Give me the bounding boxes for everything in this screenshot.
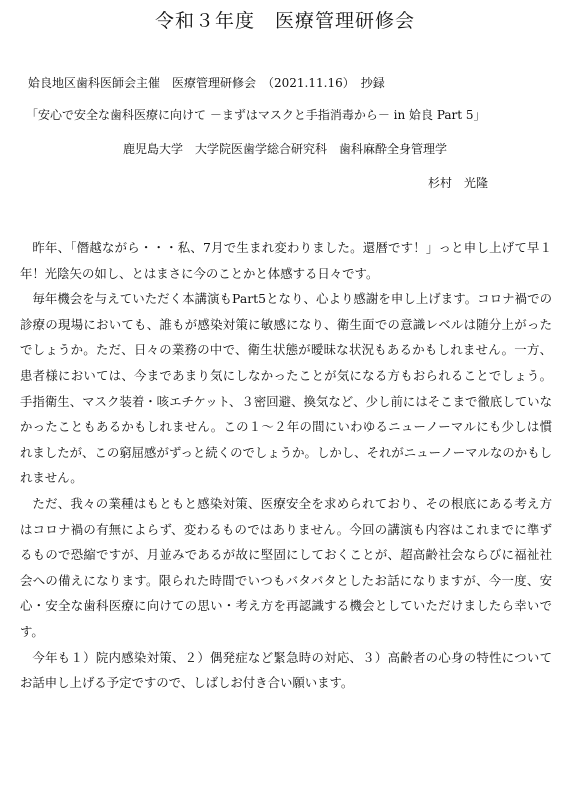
paragraph-3: ただ、我々の業種はもともと感染対策、医療安全を求められており、その根底にある考え方はコロナ禍の有無によらず、変わるものではありません。今回の講演も内容はこれまでに準ずるもので恐縮ですが、月並みであるが故に堅固にしておくことが、超高齢社会ならびに福祉社会への備えになります。限られた時間でいつもバタバタとしたお話になりますが、今一度、安心・安全な歯科医療に向けての思い・考え方を再認識する機会としていただけましたら幸いです。: [20, 495, 552, 639]
abstract-body: [20, 235, 552, 696]
paragraph-4: 今年も１）院内感染対策、２）偶発症など緊急時の対応、３）高齢者の心身の特性についてお話申し上げる予定ですので、しばしお付き合い願います。: [20, 649, 552, 691]
event-line: 姶良地区歯科医師会主催 医療管理研修会 （2021.11.16） 抄録: [28, 76, 385, 90]
document-title: 令和３年度 医療管理研修会: [154, 10, 415, 32]
author-name: 杉村 光隆: [428, 176, 489, 190]
author-affiliation: 鹿児島大学 大学院医歯学総合研究科 歯科麻酔全身管理学: [122, 142, 447, 156]
paragraph-1: 昨年、「僭越ながら・・・私、7月で生まれ変わりました。還暦です！」っと申し上げて早１年！光陰矢の如し、とはまさに今のことかと体感する日々です。: [20, 240, 552, 281]
paragraph-2: 毎年機会を与えていただく本講演もPart5となり、心より感謝を申し上げます。コロナ禍での診療の現場においても、誰もが感染対策に敏感になり、衛生面での意識レベルは随分上がったでしょうか。ただ、日々の業務の中で、衛生状態が曖昧な状況もあるかもしれません。一方、患者様においては、今まであまり気にしなかったことが気になる方もおられることでしょう。手指衛生、マスク装着・咳エチケット、３密回避、換気など、少し前にはそこまで徹底していなかったこともあるかもしれません。この１～２年の間にいわゆるニューノーマルにも少しは慣れましたが、この窮屈感がずっと続くのでしょうか。しかし、それがニューノーマルなのかもしれません。: [20, 291, 552, 486]
lecture-title: 「安心で安全な歯科医療に向けて －まずはマスクと手指消毒から－ in 姶良 Part 5」: [26, 108, 486, 122]
